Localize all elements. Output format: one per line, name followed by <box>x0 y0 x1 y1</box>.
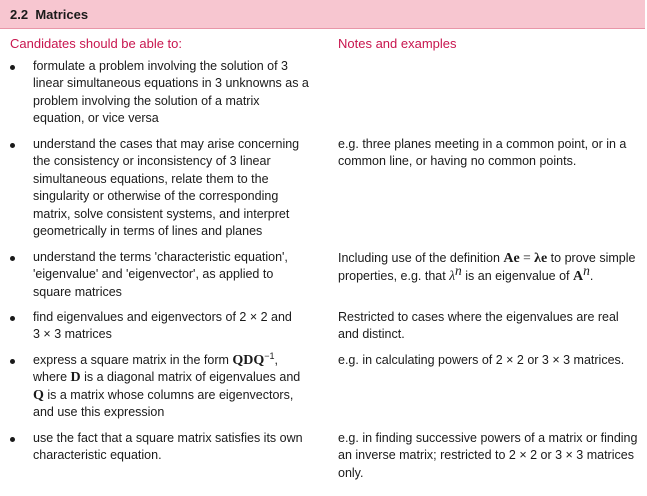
section-number: 2.2 <box>10 7 29 22</box>
note-text: e.g. in finding successive powers of a matrix or finding an inverse matrix; restricted to 2 × 2 or 3 × 3 matrices only. <box>338 431 638 480</box>
note-text: e.g. three planes meeting in a common point, or in a common line, or having no common points. <box>338 137 627 169</box>
learning-objective: understand the cases that may arise concerning the consistency or inconsistency of 3 linear simultaneous equations, relate them to the singularity or otherwise of the corresponding matrix, solve consistent systems, and interpret geometrically in terms of lines and planes <box>33 137 300 239</box>
column-heading-candidates: Candidates should be able to: <box>10 36 183 51</box>
bullet-icon <box>10 256 15 261</box>
note-text: Including use of the definition Ae = λe to prove simple properties, e.g. that $\lambda^n$ is an eigenvalue of $A^n$. <box>338 250 636 285</box>
learning-objective: formulate a problem involving the solution of 3 linear simultaneous equations in 3 unknowns as a problem involving the solution of a matrix equation, or vice versa <box>33 59 309 126</box>
section-title <box>10 7 88 22</box>
learning-objective: express a square matrix in the form $QDQ^{-1}$, where D is a diagonal matrix of eigenvalues and Q is a matrix whose columns are eigenvectors, and use this expression <box>33 350 301 420</box>
learning-objective: understand the terms 'characteristic equation', 'eigenvalue' and 'eigenvector', as applied to square matrices <box>33 250 288 299</box>
section-name: Matrices <box>35 7 89 22</box>
learning-objective: find eigenvalues and eigenvectors of 2 × 2 and 3 × 3 matrices <box>33 310 292 342</box>
learning-objective: use the fact that a square matrix satisfies its own characteristic equation. <box>33 431 303 463</box>
section-header <box>0 0 645 29</box>
column-heading-notes: Notes and examples <box>338 36 457 51</box>
bullet-icon <box>10 143 15 148</box>
note-text: e.g. in calculating powers of 2 × 2 or 3 × 3 matrices. <box>338 353 625 367</box>
bullet-icon <box>10 359 15 364</box>
bullet-icon <box>10 316 15 321</box>
bullet-icon <box>10 65 15 70</box>
note-text: Restricted to cases where the eigenvalues are real and distinct. <box>338 310 619 342</box>
bullet-icon <box>10 437 15 442</box>
